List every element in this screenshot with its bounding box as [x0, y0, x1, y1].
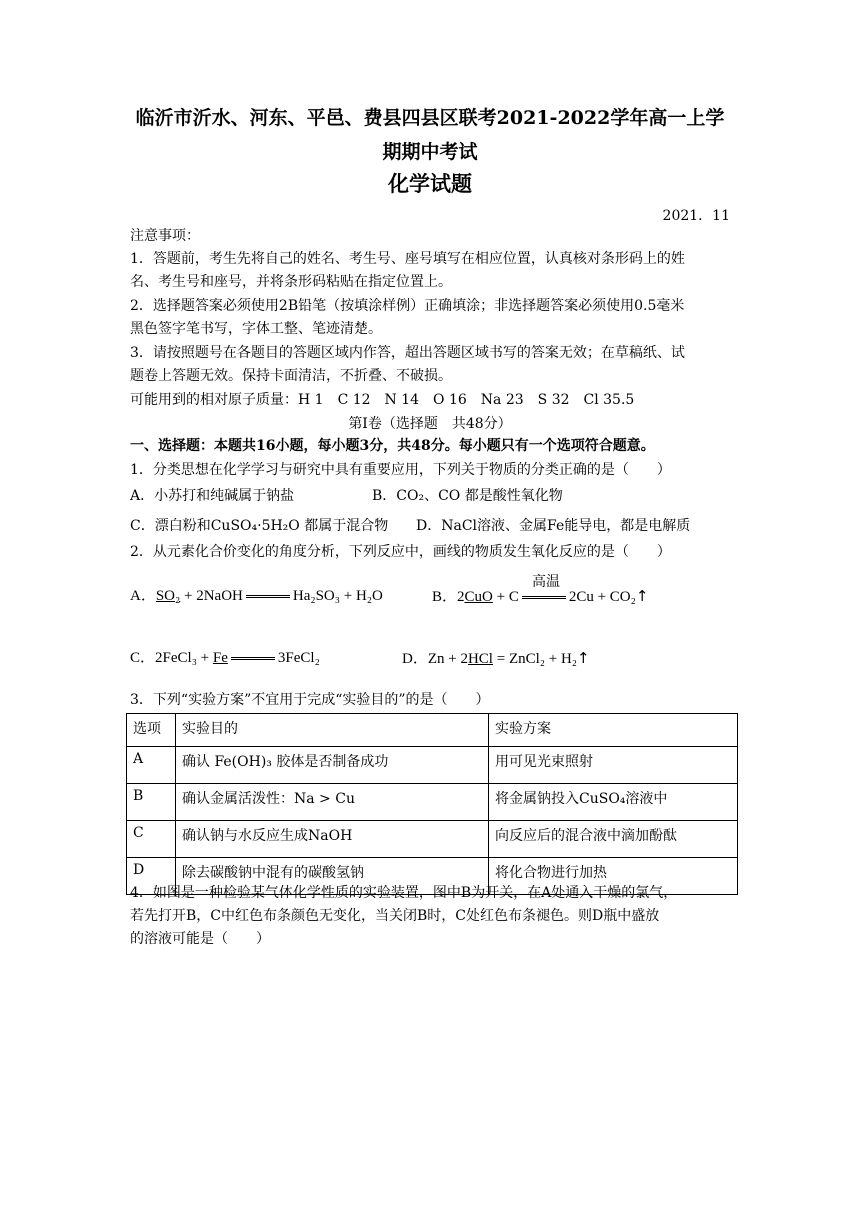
q2-d-label: D．	[402, 651, 428, 667]
q2-a-label: A．	[130, 588, 156, 604]
table-row	[127, 747, 738, 784]
exam-subject-title: 化学试题	[388, 171, 472, 196]
q2-c-label: C．	[130, 650, 156, 666]
notice-line: 3．请按照题号在各题目的答题区域内作答，超出答题区域书写的答案无效；在草稿纸、试	[130, 345, 685, 361]
q1-stem: 1．分类思想在化学学习与研究中具有重要应用，下列关于物质的分类正确的是（ ）	[130, 462, 671, 478]
q2-option-a	[130, 586, 383, 606]
q2-c-underlined: Fe	[212, 650, 228, 666]
q2-c-equals	[231, 657, 275, 660]
q2-a-equals	[246, 595, 290, 598]
notice-line: 题卷上答题无效。保持卡面清洁，不折叠、不破损。	[130, 368, 452, 384]
table-cell: B	[127, 784, 176, 821]
q2-option-d	[402, 648, 590, 669]
q2-d-left: Zn + 2	[427, 651, 468, 667]
section1-title: 第Ⅰ卷（选择题 共48分）	[348, 416, 512, 432]
table-header-cell: 选项	[127, 714, 176, 747]
q2-b-condition: 高温	[532, 574, 560, 590]
q2-c-right: 3FeCl₂	[277, 650, 320, 666]
table-cell: 用可见光束照射	[489, 747, 738, 784]
gas-up-arrow-icon: ↑	[577, 649, 590, 667]
table-cell: C	[127, 821, 176, 858]
q2-b-mid: + C	[496, 589, 519, 605]
table-header-row	[127, 714, 738, 747]
q2-b-underlined: CuO	[464, 589, 493, 605]
q2-b-right: 2Cu + CO₂	[568, 589, 636, 605]
q1-option-a: A．小苏打和纯碱属于钠盐	[130, 488, 295, 504]
exam-title-line2: 期期中考试	[382, 141, 478, 163]
table-cell: D	[127, 858, 176, 895]
notice-line: 名、考生号和座号，并将条形码粘贴在指定位置上。	[130, 274, 452, 290]
q3-table	[126, 713, 738, 895]
q4-line: 4．如图是一种检验某气体化学性质的实验装置，图中B为开关，在A处通入干燥的氯气，	[130, 885, 678, 901]
q2-d-right: = ZnCl₂ + H₂	[496, 651, 578, 667]
table-cell: 确认 Fe(OH)₃ 胶体是否制备成功	[176, 747, 489, 784]
table-cell: 确认钠与水反应生成NaOH	[176, 821, 489, 858]
q3-stem: 3．下列“实验方案”不宜用于完成“实验目的”的是（ ）	[130, 692, 490, 708]
table-cell: 确认金属活泼性：Na > Cu	[176, 784, 489, 821]
q2-d-underlined: HCl	[467, 651, 493, 667]
q2-b-label: B．	[432, 589, 458, 605]
gas-up-arrow-icon: ↑	[635, 587, 649, 605]
table-cell: 将金属钠投入CuSO₄溶液中	[489, 784, 738, 821]
table-cell: 除去碳酸钠中混有的碳酸氢钠	[176, 858, 489, 895]
q2-stem: 2．从元素化合价变化的角度分析，下列反应中，画线的物质发生氧化反应的是（ ）	[130, 544, 671, 560]
q4-line: 的溶液可能是（ ）	[130, 931, 270, 947]
q1-option-c: C．漂白粉和CuSO₄·5H₂O 都属于混合物	[130, 518, 389, 534]
table-row	[127, 784, 738, 821]
table-cell: A	[127, 747, 176, 784]
q2-a-right: Ha₂SO₃ + H₂O	[292, 588, 383, 604]
atomic-mass-line: 可能用到的相对原子质量：H 1 C 12 N 14 O 16 Na 23 S 32 Cl 35.5	[130, 392, 635, 408]
q1-option-d: D．NaCl溶液、金属Fe能导电，都是电解质	[416, 518, 691, 534]
notice-heading: 注意事项：	[130, 228, 200, 244]
q2-a-underlined: SO₂	[155, 588, 181, 604]
q2-option-b	[432, 586, 648, 607]
q2-b-equals	[522, 596, 566, 599]
table-cell: 向反应后的混合液中滴加酚酞	[489, 821, 738, 858]
notice-line: 2．选择题答案必须使用2B铅笔（按填涂样例）正确填涂；非选择题答案必须使用0.5毫米	[130, 298, 685, 314]
notice-line: 黑色签字笔书写，字体工整、笔迹清楚。	[130, 321, 382, 337]
notice-line: 1．答题前，考生先将自己的姓名、考生号、座号填写在相应位置，认真核对条形码上的姓	[130, 251, 685, 267]
q4-line: 若先打开B，C中红色布条颜色无变化，当关闭B时，C处红色布条褪色。则D瓶中盛放	[130, 908, 660, 924]
q2-a-left: + 2NaOH	[184, 588, 243, 604]
table-header-cell: 实验方案	[489, 714, 738, 747]
section1-instruction: 一、选择题：本题共16小题，每小题3分，共48分。每小题只有一个选项符合题意。	[130, 438, 655, 454]
q2-c-left: 2FeCl₃ +	[155, 650, 213, 666]
q1-option-b: B．CO₂、CO 都是酸性氧化物	[372, 488, 563, 504]
exam-title-line1: 临沂市沂水、河东、平邑、费县四县区联考2021-2022学年高一上学	[135, 107, 725, 129]
table-row	[127, 821, 738, 858]
q2-option-c	[130, 648, 320, 668]
q2-b-pre: 2	[457, 589, 465, 605]
exam-date: 2021．11	[662, 208, 730, 224]
table-cell: 将化合物进行加热	[489, 858, 738, 895]
table-header-cell: 实验目的	[176, 714, 489, 747]
